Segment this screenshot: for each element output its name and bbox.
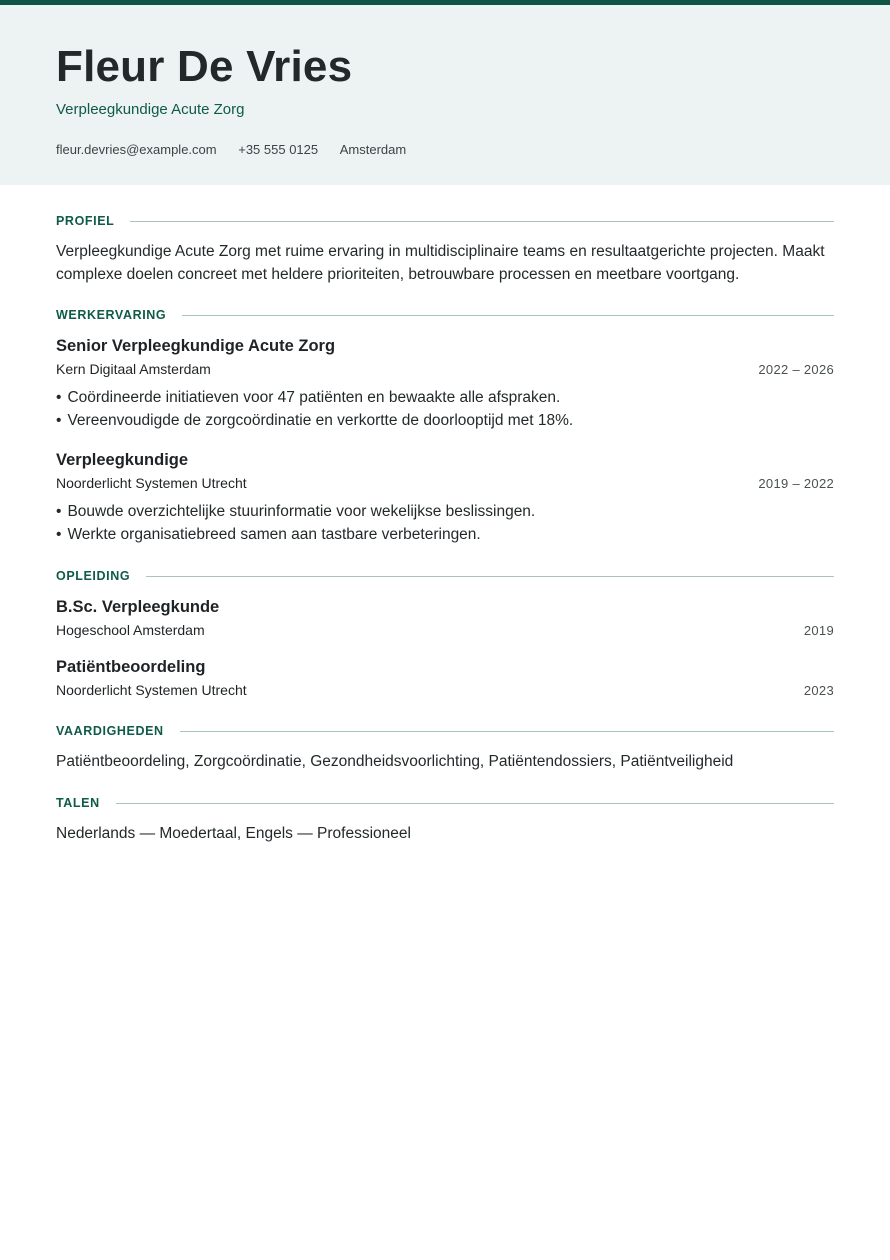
section-label: VAARDIGHEDEN	[56, 724, 180, 738]
education-year: 2023	[803, 683, 834, 698]
profile-text: Verpleegkundige Acute Zorg met ruime ervaring in multidisciplinaire teams en resultaatgerichte projecten. Maakt complexe doelen concreet met heldere prioriteiten, betrouwbare processen en meetbare voortgang.	[56, 243, 825, 283]
section-divider	[56, 221, 834, 222]
contact-line	[56, 142, 424, 158]
job-title: Senior Verpleegkundige Acute Zorg	[56, 337, 336, 355]
education-degree: B.Sc. Verpleegkunde	[56, 598, 220, 616]
section-education-heading	[56, 569, 834, 583]
section-skills-heading	[56, 724, 834, 738]
contact-city: Amsterdam	[339, 142, 407, 157]
job-bullet: • Bouwde overzichtelijke stuurinformatie voor wekelijkse beslissingen.	[56, 501, 846, 524]
job-bullet: • Vereenvoudigde de zorgcoördinatie en verkortte de doorlooptijd met 18%.	[56, 410, 846, 433]
resume-header	[0, 5, 890, 185]
candidate-title: Verpleegkundige Acute Zorg	[56, 101, 245, 118]
section-label: TALEN	[56, 796, 116, 810]
education-school: Noorderlicht Systemen Utrecht	[56, 682, 247, 698]
section-profile-heading	[56, 214, 834, 228]
job-bullet: • Coördineerde initiatieven voor 47 patiënten en bewaakte alle afspraken.	[56, 387, 846, 410]
education-degree: Patiëntbeoordeling	[56, 658, 206, 676]
job-company: Kern Digitaal Amsterdam	[56, 361, 211, 377]
job-bullet: • Werkte organisatiebreed samen aan tastbare verbeteringen.	[56, 524, 846, 547]
languages-text: Nederlands — Moedertaal, Engels — Professioneel	[56, 825, 411, 842]
section-experience-heading	[56, 308, 834, 322]
job-period: 2022 – 2026	[758, 362, 834, 377]
job-title: Verpleegkundige	[56, 451, 189, 469]
section-label: WERKERVARING	[56, 308, 182, 322]
education-year: 2019	[803, 623, 834, 638]
section-label: OPLEIDING	[56, 569, 146, 583]
job-bullets	[56, 387, 846, 432]
contact-phone: +35 555 0125	[238, 142, 319, 157]
contact-email: fleur.devries@example.com	[56, 142, 217, 157]
education-school: Hogeschool Amsterdam	[56, 622, 205, 638]
section-divider	[56, 803, 834, 804]
candidate-name: Fleur De Vries	[56, 42, 353, 91]
job-company: Noorderlicht Systemen Utrecht	[56, 475, 247, 491]
section-languages-heading	[56, 796, 834, 810]
skills-text: Patiëntbeoordeling, Zorgcoördinatie, Gezondheidsvoorlichting, Patiëntendossiers, Patiëntveiligheid	[56, 753, 734, 770]
section-label: PROFIEL	[56, 214, 130, 228]
job-period: 2019 – 2022	[758, 476, 834, 491]
section-divider	[56, 576, 834, 577]
job-bullets	[56, 501, 846, 546]
